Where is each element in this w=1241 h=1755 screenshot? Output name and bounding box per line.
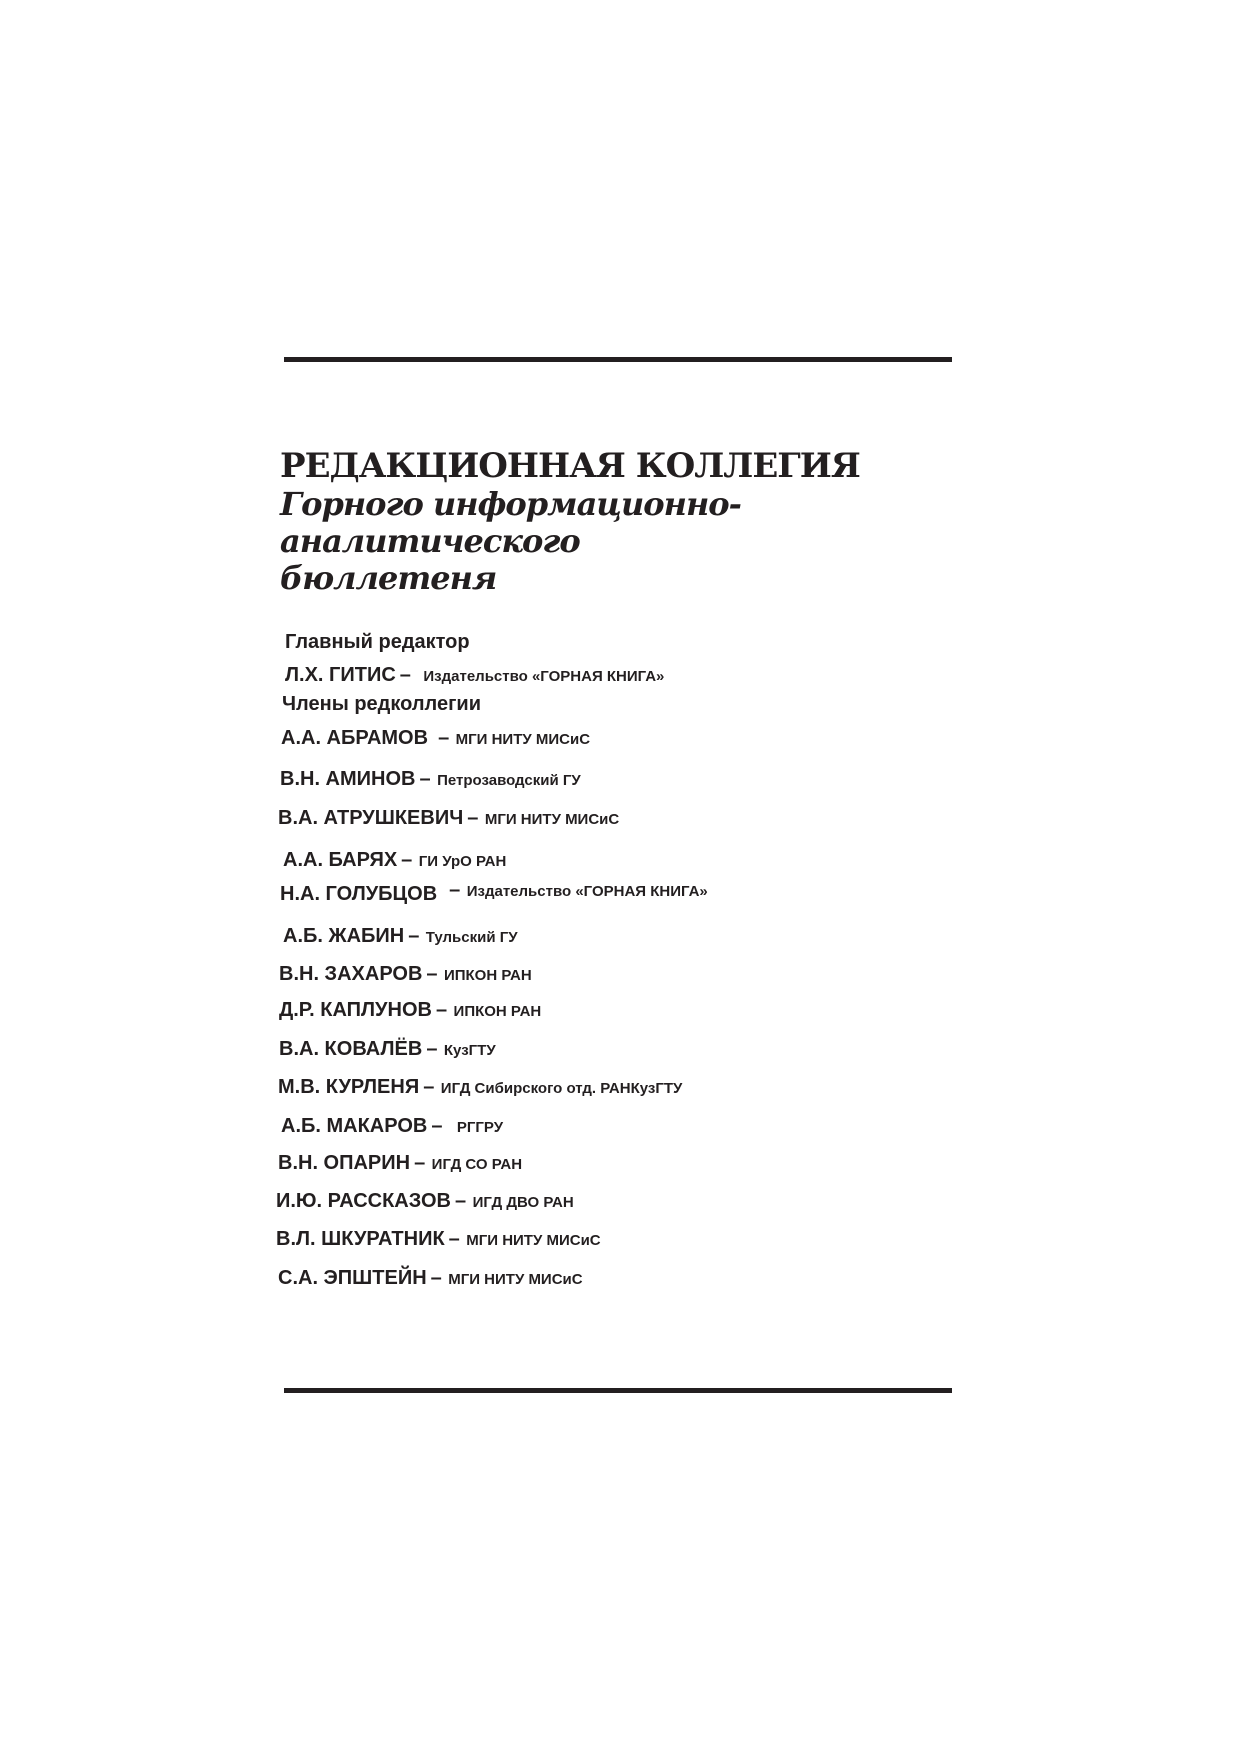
member-org: ГИ УрО РАН bbox=[418, 853, 507, 870]
member-entry bbox=[283, 849, 506, 872]
member-dash: – bbox=[419, 768, 431, 790]
member-name: А.Б. ЖАБИН bbox=[283, 925, 405, 947]
member-dash: – bbox=[426, 1038, 438, 1060]
member-name: А.Б. МАКАРОВ bbox=[281, 1115, 428, 1137]
member-org: ИГД ДВО РАН bbox=[472, 1194, 574, 1211]
member-name: А.А. БАРЯХ bbox=[283, 849, 398, 871]
member-entry bbox=[279, 999, 541, 1022]
member-entry bbox=[283, 925, 518, 948]
member-dash: – bbox=[448, 1228, 460, 1250]
member-org: ИПКОН РАН bbox=[453, 1003, 542, 1020]
member-org: МГИ НИТУ МИСиС bbox=[466, 1232, 601, 1249]
member-name: С.А. ЭПШТЕЙН bbox=[278, 1267, 427, 1289]
member-org: Петрозаводский ГУ bbox=[437, 772, 581, 789]
title-line-4: бюллетеня bbox=[280, 559, 497, 597]
members-heading: Члены редколлегии bbox=[282, 693, 482, 715]
editor-dash: – bbox=[399, 664, 411, 686]
member-org: РГГРУ bbox=[456, 1119, 504, 1136]
member-org: ИГД Сибирского отд. РАНКузГТУ bbox=[440, 1080, 683, 1097]
member-name: В.А. КОВАЛЁВ bbox=[279, 1038, 423, 1060]
member-entry bbox=[280, 879, 708, 906]
member-entry bbox=[280, 768, 581, 791]
member-name: А.А. АБРАМОВ bbox=[281, 727, 429, 749]
bottom-rule bbox=[284, 1388, 952, 1393]
member-dash: – bbox=[414, 1152, 426, 1174]
member-dash: – bbox=[467, 807, 479, 829]
member-dash: – bbox=[430, 1267, 442, 1289]
title-line-3: аналитического bbox=[280, 522, 580, 560]
member-dash: – bbox=[423, 1076, 435, 1098]
editor-name: Л.Х. ГИТИС bbox=[285, 664, 396, 686]
member-org: ИГД СО РАН bbox=[431, 1156, 523, 1173]
member-name: В.Н. АМИНОВ bbox=[280, 768, 416, 790]
editor-org: Издательство «ГОРНАЯ КНИГА» bbox=[423, 668, 665, 685]
member-entry bbox=[279, 963, 532, 986]
member-org: Издательство «ГОРНАЯ КНИГА» bbox=[466, 883, 708, 900]
title-line-1: РЕДАКЦИОННАЯ КОЛЛЕГИЯ bbox=[280, 446, 860, 486]
member-dash: – bbox=[449, 879, 461, 901]
member-dash: – bbox=[408, 925, 420, 947]
member-entry bbox=[281, 1115, 503, 1138]
member-org: ИПКОН РАН bbox=[443, 967, 532, 984]
member-org: КузГТУ bbox=[443, 1042, 496, 1059]
member-name: В.Н. ОПАРИН bbox=[278, 1152, 411, 1174]
member-dash: – bbox=[426, 963, 438, 985]
member-name: Д.Р. КАПЛУНОВ bbox=[279, 999, 432, 1021]
member-entry bbox=[276, 1228, 601, 1251]
member-name: И.Ю. РАССКАЗОВ bbox=[276, 1190, 451, 1212]
editor-entry bbox=[285, 664, 664, 687]
member-org: Тульский ГУ bbox=[425, 929, 518, 946]
member-name: Н.А. ГОЛУБЦОВ bbox=[280, 883, 438, 905]
member-dash: – bbox=[435, 999, 448, 1021]
member-entry bbox=[278, 807, 619, 830]
member-entry bbox=[279, 1038, 496, 1061]
member-org: МГИ НИТУ МИСиС bbox=[455, 731, 591, 748]
member-name: М.В. КУРЛЕНЯ bbox=[278, 1076, 420, 1098]
editor-heading: Главный редактор bbox=[285, 631, 470, 653]
member-dash: – bbox=[438, 727, 450, 749]
member-entry bbox=[278, 1076, 682, 1099]
top-rule bbox=[284, 357, 952, 362]
member-org: МГИ НИТУ МИСиС bbox=[484, 811, 620, 828]
member-dash: – bbox=[401, 849, 413, 871]
member-entry bbox=[278, 1152, 522, 1175]
member-entry bbox=[278, 1267, 583, 1290]
board-title bbox=[280, 446, 860, 597]
member-name: В.А. АТРУШКЕВИЧ bbox=[278, 807, 464, 829]
member-dash: – bbox=[431, 1115, 443, 1137]
member-entry bbox=[276, 1190, 574, 1213]
member-dash: – bbox=[455, 1190, 467, 1212]
member-name: В.Н. ЗАХАРОВ bbox=[279, 963, 423, 985]
member-name: В.Л. ШКУРАТНИК bbox=[276, 1228, 445, 1250]
member-entry bbox=[281, 727, 590, 750]
title-line-2: Горного информационно- bbox=[280, 485, 741, 523]
member-org: МГИ НИТУ МИСиС bbox=[448, 1271, 583, 1288]
